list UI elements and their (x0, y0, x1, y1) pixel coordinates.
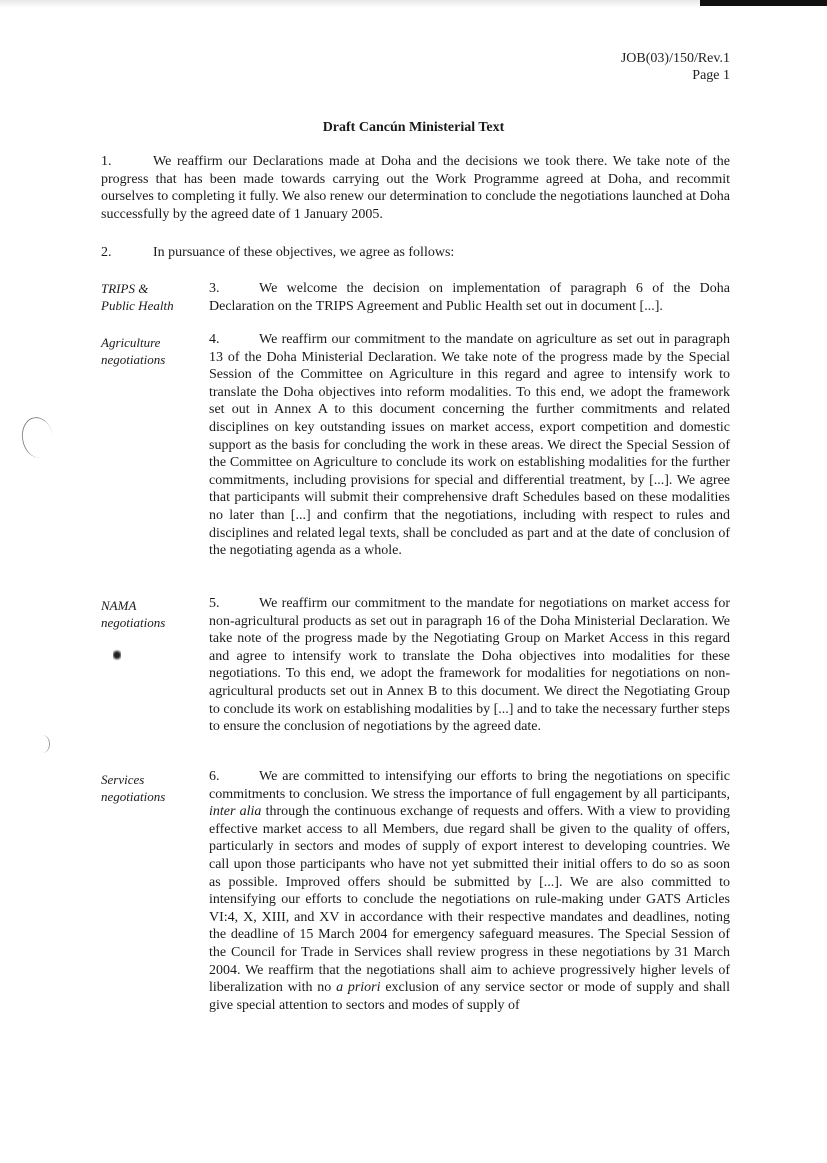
paragraph-5 (209, 595, 730, 736)
paragraph-3 (209, 280, 730, 315)
scan-speck (113, 648, 121, 662)
paragraph-number: 4. (209, 332, 220, 347)
document-reference: JOB(03)/150/Rev.1 (620, 51, 730, 66)
margin-label-services: Services negotiations (101, 772, 166, 804)
paragraph-text: We are committed to intensifying our efforts to bring the negotiations on specific commitments to conclusion. We stress the importance of full engagement by all participants, (209, 769, 730, 802)
paragraph-text: through the continuous exchange of requests and offers. With a view to providing effective market access to all Members, due regard shall be given to the quality of offers, particularly in sectors and modes of supply of export interest to developing countries. We call upon those participants who have not yet submitted their initial offers to do so as soon as possible. Improved offers should be submitted by [...]. We are also committed to intensifying our efforts to conclude the negotiations on rule-making under GATS Articles VI:4, X, XIII, and XV in accordance with their respective mandates and deadlines, noting the deadline of 15 March 2004 for emergency safeguard measures. The Special Session of the Council for Trade in Services shall review progress in these negotiations by 31 March 2004. We reaffirm that the negotiations shall aim to achieve progressively higher levels of liberalization with no (209, 804, 731, 996)
margin-label-trips: TRIPS & Public Health (101, 281, 174, 313)
page-number: Page 1 (692, 68, 730, 83)
margin-label-nama: NAMA negotiations (101, 598, 166, 630)
paragraph-text: We reaffirm our Declarations made at Doha and the decisions we took there. We take note of the progress that has been made towards carrying out the Work Programme agreed at Doha, and recommit ourselves to completing it fully. We also renew our determination to conclude the negotiations launched at Doha successfully by the agreed date of 1 January 2005. (101, 154, 730, 222)
paragraph-text: We reaffirm our commitment to the mandate for negotiations on market access for non-agricultural products as set out in paragraph 16 of the Doha Ministerial Declaration. We take note of the progress made by the Negotiating Group on Market Access in this regard and agree to intensify work to translate the Doha objectives into modalities for these negotiations. To this end, we adopt the framework for modalities for negotiations on non-agricultural products set out in Annex B to this document. We direct the Negotiating Group to conclude its work on establishing modalities by [...] and to take the necessary further steps to ensure the conclusion of negotiations by the agreed date. (209, 596, 730, 735)
paragraph-text: exclusion of any service sector or mode of supply and shall give special attention to sectors and modes of supply of (209, 980, 731, 1013)
paragraph-6 (209, 768, 730, 1014)
paragraph-text: We reaffirm our commitment to the mandate on agriculture as set out in paragraph 13 of the Doha Ministerial Declaration. We take note of the progress made by the Special Session of the Committee on Agriculture in this regard and agree to intensify work to translate the Doha objectives into reform modalities. To this end, we adopt the framework set out in Annex A to this document concerning the further commitments and related disciplines on key outstanding issues on market access, export competition and domestic support as the basis for concluding the work in these areas. We direct the Special Session of the Committee on Agriculture to conclude its work on establishing modalities for the further commitments, including provisions for special and differential treatment, by [...]. We agree that participants will submit their comprehensive draft Schedules based on these modalities no later than [...] and confirm that the negotiations, including with respect to rules and disciplines and related legal texts, shall be concluded as part and at the date of conclusion of the negotiating agenda as a whole. (209, 332, 730, 559)
margin-mark (35, 735, 50, 753)
paragraph-number: 5. (209, 596, 220, 611)
paragraph-number: 1. (101, 154, 112, 169)
paragraph-text: We welcome the decision on implementation of paragraph 6 of the Doha Declaration on the TRIPS Agreement and Public Health set out in document [...]. (209, 281, 730, 314)
document-title: Draft Cancún Ministerial Text (322, 120, 505, 135)
paragraph-1 (101, 153, 730, 223)
paragraph-number: 3. (209, 281, 220, 296)
scan-artifact-bar (700, 0, 827, 6)
paragraph-number: 6. (209, 769, 220, 784)
italic-term: inter alia (209, 804, 262, 820)
paragraph-2 (101, 244, 730, 262)
paragraph-4 (209, 331, 730, 560)
document-header (621, 50, 730, 84)
paragraph-text: In pursuance of these objectives, we agree as follows: (153, 245, 455, 260)
italic-term: a priori (336, 980, 381, 996)
punch-hole-mark (19, 415, 57, 461)
margin-label-agriculture: Agriculture negotiations (101, 335, 166, 367)
paragraph-number: 2. (101, 245, 112, 260)
